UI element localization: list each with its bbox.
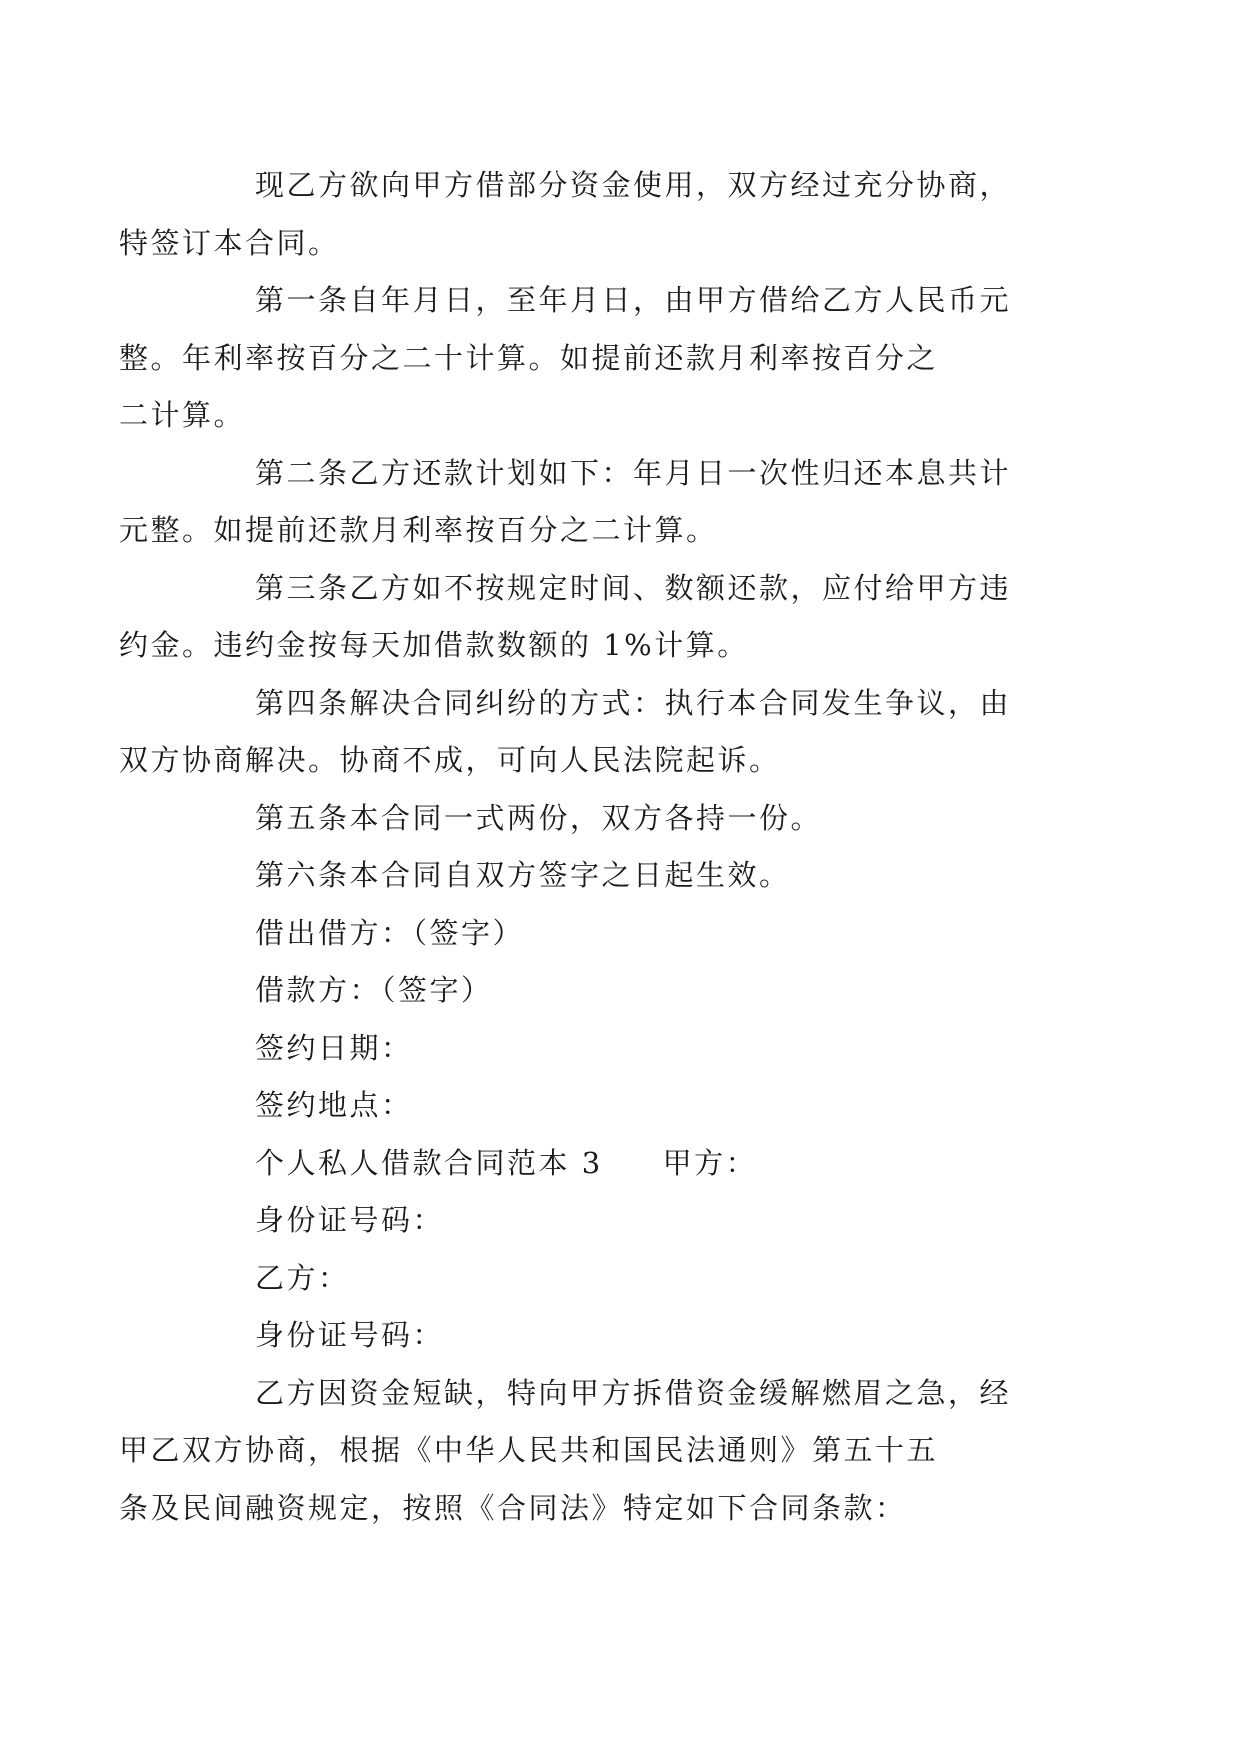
paragraph-intro <box>119 157 1067 272</box>
paragraph-article-5 <box>187 790 1067 848</box>
text-line: 借款方：（签字） <box>255 973 493 1007</box>
paragraph-preamble <box>119 1365 1067 1538</box>
text-line: 二计算。 <box>119 398 246 432</box>
text-line: 条及民间融资规定，按照《合同法》特定如下合同条款： <box>119 1490 907 1525</box>
text-line: 第一条自年月日，至年月日，由甲方借给乙方人民币元 <box>255 283 1012 317</box>
paragraph-article-3 <box>119 560 1067 675</box>
template-3-heading <box>187 1135 1067 1193</box>
text-line: 甲乙双方协商，根据《中华人民共和国民法通则》第五十五 <box>119 1433 939 1467</box>
text-line: 第六条本合同自双方签字之日起生效。 <box>255 858 791 892</box>
text-line: 整。年利率按百分之二十计算。如提前还款月利率按百分之 <box>119 340 939 375</box>
text-line: 乙方： <box>255 1260 350 1295</box>
template-3-heading-line <box>187 1135 1067 1193</box>
id-number-b-line <box>187 1307 1067 1365</box>
text-line: 元整。如提前还款月利率按百分之二计算。 <box>119 513 718 547</box>
paragraph-article-2 <box>119 445 1067 560</box>
party-a-label: 甲方： <box>662 1145 758 1180</box>
sign-place-line <box>187 1077 1067 1135</box>
text-line: 现乙方欲向甲方借部分资金使用，双方经过充分协商， <box>255 168 1012 202</box>
text-line: 第二条乙方还款计划如下：年月日一次性归还本息共计 <box>255 455 1012 490</box>
text-line: 约金。违约金按每天加借款数额的 1%计算。 <box>119 628 749 662</box>
text-line: 乙方因资金短缺，特向甲方拆借资金缓解燃眉之急，经 <box>255 1375 1012 1410</box>
text-line: 签约地点： <box>255 1088 413 1122</box>
paragraph-article-1 <box>119 272 1067 445</box>
text-line: 特签订本合同。 <box>119 225 340 260</box>
text-line: 第三条乙方如不按规定时间、数额还款，应付给甲方违 <box>255 570 1012 605</box>
sign-date-line <box>187 1020 1067 1078</box>
document-body <box>119 157 1067 1537</box>
template-3-title: 个人私人借款合同范本 3 <box>255 1145 603 1180</box>
text-line: 签约日期： <box>255 1030 413 1065</box>
text-line: 借出借方：（签字） <box>255 915 525 950</box>
text-line: 身份证号码： <box>255 1318 445 1352</box>
paragraph-article-4 <box>119 675 1067 790</box>
id-number-a-line <box>187 1192 1067 1250</box>
party-b-line <box>187 1250 1067 1308</box>
text-line: 身份证号码： <box>255 1203 445 1237</box>
text-line: 第四条解决合同纠纷的方式：执行本合同发生争议，由 <box>255 685 1012 720</box>
borrower-signature-line <box>187 962 1067 1020</box>
paragraph-article-6 <box>187 847 1067 905</box>
lender-signature-line <box>187 905 1067 963</box>
text-line: 双方协商解决。协商不成，可向人民法院起诉。 <box>119 743 781 777</box>
text-line: 第五条本合同一式两份，双方各持一份。 <box>255 800 823 835</box>
